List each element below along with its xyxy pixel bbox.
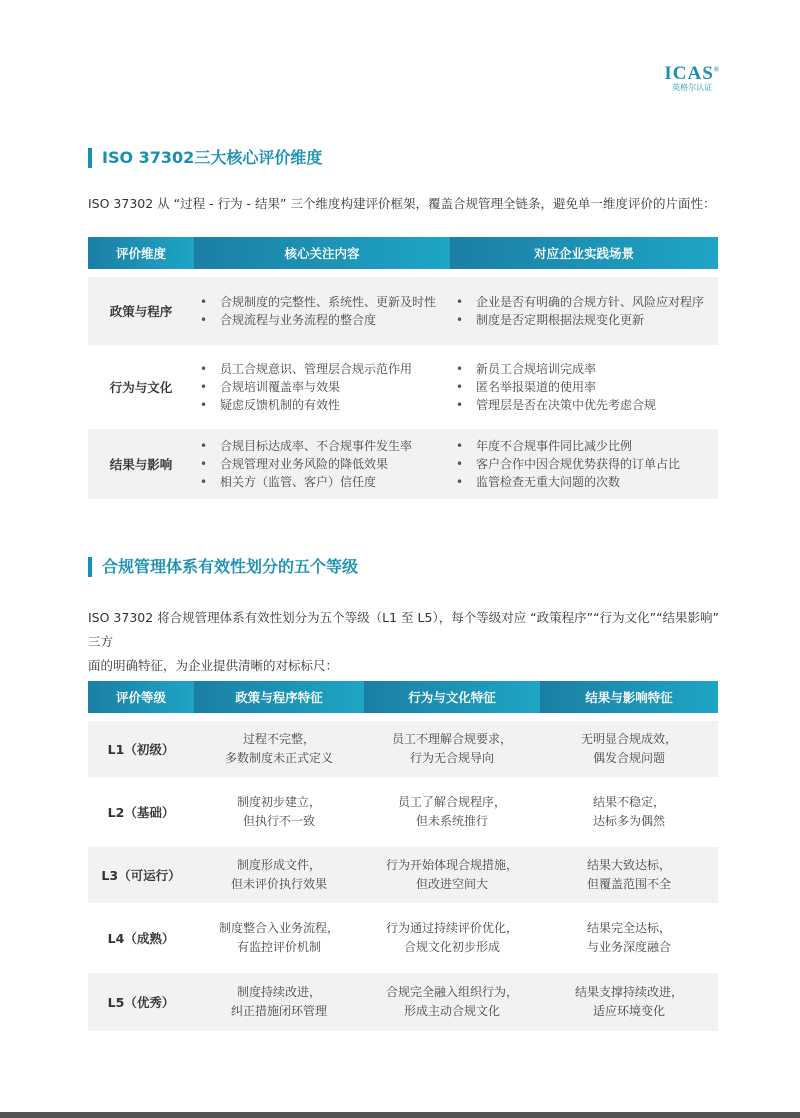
result-line: 达标多为偶然: [592, 814, 665, 828]
result-line: 与业务深度融合: [586, 940, 671, 954]
effectiveness-levels-table: [88, 681, 718, 1031]
policy-line: 过程不完整，: [242, 732, 315, 746]
result-line: 结果不稳定，: [592, 795, 665, 809]
behavior-line: 但改进空间大: [415, 877, 488, 891]
list-item: • 合规目标达成率、不合规事件发生率: [194, 437, 450, 455]
list-item: • 年度不合规事件同比减少比例: [450, 437, 718, 455]
header-focus: 核心关注内容: [194, 237, 450, 269]
header-result: 结果与影响特征: [540, 681, 718, 713]
list-item: • 匿名举报渠道的使用率: [450, 378, 718, 396]
logo-subtitle: 英格尔认证: [672, 83, 713, 92]
policy-line: 制度持续改进，: [236, 985, 321, 999]
table-row: [88, 903, 718, 973]
list-item: • 相关方（监管、客户）信任度: [194, 473, 450, 491]
result-line: 结果完全达标，: [586, 921, 671, 935]
behavior-line: 形成主动合规文化: [403, 1004, 500, 1018]
list-item: • 合规流程与业务流程的整合度: [194, 311, 450, 329]
behavior-line: 员工了解合规程序，: [397, 795, 506, 809]
policy-line: 制度初步建立，: [236, 795, 321, 809]
level-label: L2（基础）: [88, 777, 194, 847]
evaluation-dimensions-table: [88, 237, 718, 499]
list-item: • 企业是否有明确的合规方针、风险应对程序: [450, 293, 718, 311]
section2-title: 合规管理体系有效性划分的五个等级: [88, 557, 358, 577]
dimension-label: 行为与文化: [88, 345, 194, 429]
list-item: • 员工合规意识、管理层合规示范作用: [194, 360, 450, 378]
list-item: • 客户合作中因合规优势获得的订单占比: [450, 455, 718, 473]
header-practice: 对应企业实践场景: [450, 237, 718, 269]
list-item: • 疑虑反馈机制的有效性: [194, 396, 450, 414]
policy-line: 但执行不一致: [242, 814, 315, 828]
section1-title: ISO 37302三大核心评价维度: [88, 148, 322, 168]
table-header-row: [88, 237, 718, 269]
behavior-line: 行为无合规导向: [409, 751, 494, 765]
table-row: [88, 721, 718, 777]
logo-registered: ®: [713, 65, 720, 74]
level-label: L4（成熟）: [88, 903, 194, 973]
behavior-line: 行为开始体现合规措施，: [385, 858, 518, 872]
table-header-row: [88, 681, 718, 713]
dimension-label: 政策与程序: [88, 277, 194, 345]
table-row: [88, 345, 718, 429]
result-line: 适应环境变化: [592, 1004, 665, 1018]
behavior-line: 合规完全融入组织行为，: [385, 985, 518, 999]
header-dimension: 评价维度: [88, 237, 194, 269]
section2-intro-line2: 面的明确特征，为企业提供清晰的对标标尺：: [88, 658, 339, 673]
list-item: • 制度是否定期根据法规变化更新: [450, 311, 718, 329]
behavior-line: 但未系统推行: [415, 814, 488, 828]
dimension-label: 结果与影响: [88, 429, 194, 499]
level-label: L1（初级）: [88, 721, 194, 777]
list-item: • 合规制度的完整性、系统性、更新及时性: [194, 293, 450, 311]
result-line: 结果支撑持续改进，: [574, 985, 683, 999]
header-policy: 政策与程序特征: [194, 681, 364, 713]
table-row: [88, 429, 718, 499]
header-behavior: 行为与文化特征: [364, 681, 540, 713]
behavior-line: 合规文化初步形成: [403, 940, 500, 954]
table-row: [88, 973, 718, 1031]
table-row: [88, 847, 718, 903]
table-row: [88, 277, 718, 345]
logo-mark: ICAS: [664, 63, 714, 84]
level-label: L5（优秀）: [88, 973, 194, 1031]
policy-line: 纠正措施闭环管理: [230, 1004, 327, 1018]
policy-line: 多数制度未正式定义: [224, 751, 333, 765]
list-item: • 管理层是否在决策中优先考虑合规: [450, 396, 718, 414]
section1-intro: ISO 37302 从 “过程 - 行为 - 结果” 三个维度构建评价框架，覆盖合规管理全链条，避免单一维度评价的片面性：: [88, 196, 716, 211]
table-row: [88, 777, 718, 847]
policy-line: 但未评价执行效果: [230, 877, 327, 891]
policy-line: 制度整合入业务流程，: [218, 921, 339, 935]
behavior-line: 行为通过持续评价优化，: [385, 921, 518, 935]
list-item: • 监管检查无重大问题的次数: [450, 473, 718, 491]
level-label: L3（可运行）: [88, 847, 194, 903]
footer-bar: [0, 1112, 800, 1118]
list-item: • 合规培训覆盖率与效果: [194, 378, 450, 396]
policy-line: 有监控评价机制: [236, 940, 321, 954]
header-level: 评价等级: [88, 681, 194, 713]
behavior-line: 员工不理解合规要求，: [391, 732, 512, 746]
result-line: 无明显合规成效，: [580, 732, 677, 746]
list-item: • 新员工合规培训完成率: [450, 360, 718, 378]
result-line: 但覆盖范围不全: [586, 877, 671, 891]
icas-logo: [664, 64, 720, 92]
result-line: 结果大致达标，: [586, 858, 671, 872]
policy-line: 制度形成文件，: [236, 858, 321, 872]
section2-intro-line1: ISO 37302 将合规管理体系有效性划分为五个等级（L1 至 L5），每个等级对应 “政策程序”“行为文化”“结果影响” 三方: [88, 610, 720, 649]
list-item: • 合规管理对业务风险的降低效果: [194, 455, 450, 473]
result-line: 偶发合规问题: [592, 751, 665, 765]
